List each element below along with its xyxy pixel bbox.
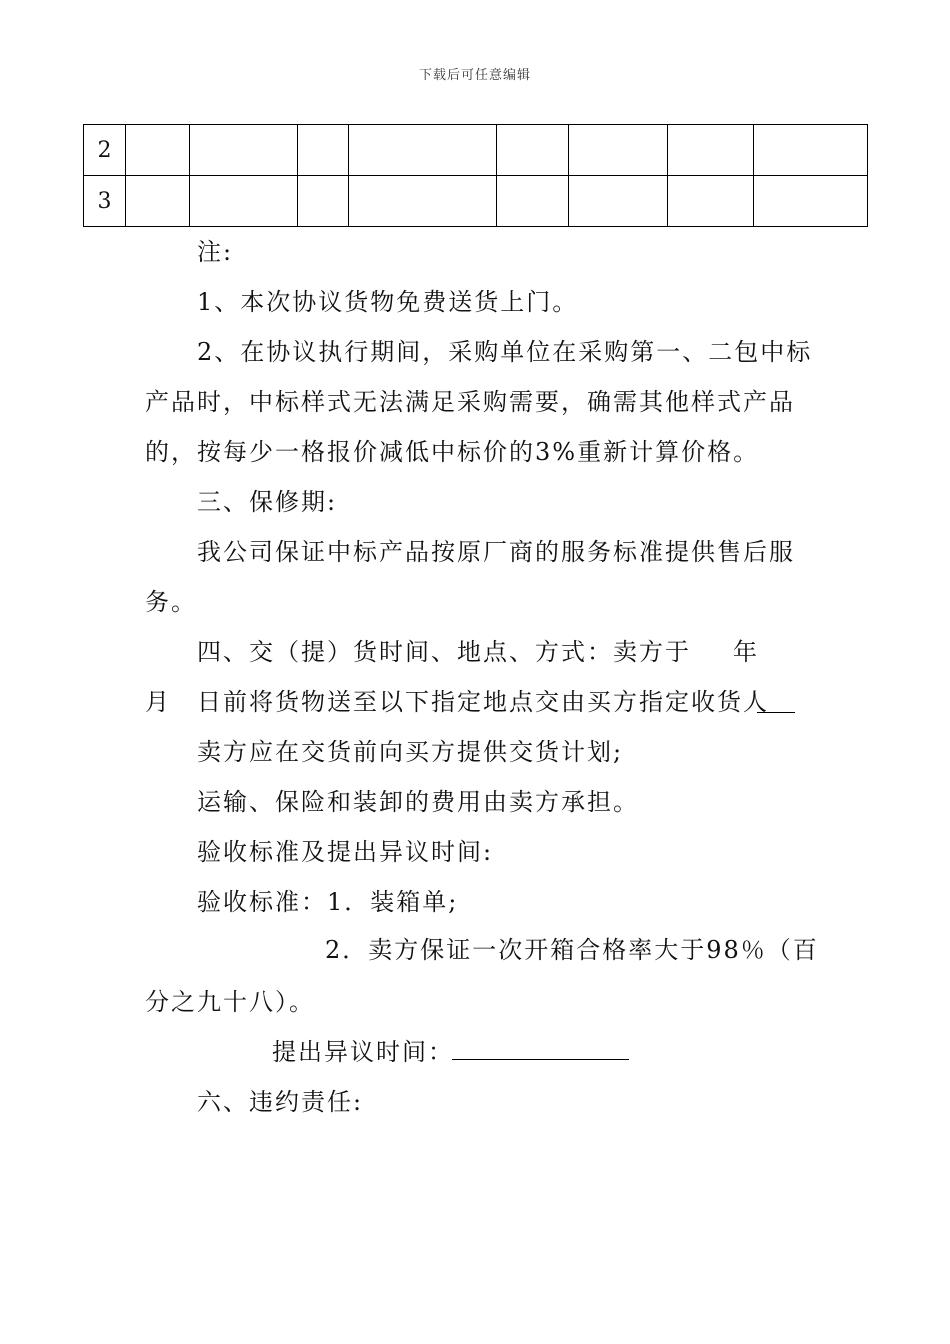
table-cell bbox=[298, 176, 349, 227]
row-number: 2 bbox=[84, 125, 126, 176]
table-cell bbox=[349, 125, 497, 176]
table-cell bbox=[668, 176, 754, 227]
section-6-title: 六、违约责任: bbox=[197, 1088, 364, 1116]
item-table bbox=[83, 124, 868, 227]
section-3-line-1: 我公司保证中标产品按原厂商的服务标准提供售后服 bbox=[197, 538, 795, 566]
section-4-line-4: 运输、保险和装卸的费用由卖方承担。 bbox=[197, 788, 639, 816]
table-cell bbox=[298, 125, 349, 176]
table-cell bbox=[668, 125, 754, 176]
acceptance-line-3: 分之九十八）。 bbox=[145, 988, 315, 1016]
acceptance-title: 验收标准及提出异议时间: bbox=[197, 838, 494, 866]
note-title: 注: bbox=[197, 238, 234, 266]
acceptance-line-2: 2．卖方保证一次开箱合格率大于98％（百 bbox=[325, 936, 819, 964]
section-4-line-2b: 日前将货物送至以下指定地点交由买方指定收货人 bbox=[197, 688, 769, 716]
row-number: 3 bbox=[84, 176, 126, 227]
recipient-blank bbox=[757, 710, 795, 713]
page-header: 下载后可任意编辑 bbox=[418, 68, 531, 83]
table-cell bbox=[126, 176, 190, 227]
table-cell bbox=[497, 176, 569, 227]
section-4-line-1a: 四、交（提）货时间、地点、方式：卖方于 bbox=[197, 638, 691, 666]
section-4-line-1b: 年 bbox=[733, 638, 759, 666]
table-cell bbox=[349, 176, 497, 227]
table-cell bbox=[190, 125, 298, 176]
objection-time-label: 提出异议时间： bbox=[272, 1038, 454, 1066]
table-cell bbox=[190, 176, 298, 227]
section-3-line-2: 务。 bbox=[145, 588, 197, 616]
table-cell bbox=[569, 176, 668, 227]
acceptance-line-1: 验收标准：1．装箱单; bbox=[197, 888, 459, 916]
table-cell bbox=[497, 125, 569, 176]
section-3-title: 三、保修期: bbox=[197, 488, 338, 516]
note-2-line-3: 的，按每少一格报价减低中标价的3%重新计算价格。 bbox=[145, 438, 760, 466]
table-cell bbox=[754, 125, 868, 176]
note-2-line-2: 产品时，中标样式无法满足采购需要，确需其他样式产品 bbox=[145, 388, 795, 416]
section-4-line-2a: 月 bbox=[145, 688, 171, 716]
table-cell bbox=[569, 125, 668, 176]
objection-time-blank bbox=[452, 1057, 629, 1060]
table-row bbox=[84, 176, 868, 227]
note-2-line-1: 2、在协议执行期间，采购单位在采购第一、二包中标 bbox=[197, 338, 813, 366]
table-cell bbox=[126, 125, 190, 176]
note-1: 1、本次协议货物免费送货上门。 bbox=[197, 288, 579, 316]
section-4-line-3: 卖方应在交货前向买方提供交货计划; bbox=[197, 738, 624, 766]
table-row bbox=[84, 125, 868, 176]
table-cell bbox=[754, 176, 868, 227]
